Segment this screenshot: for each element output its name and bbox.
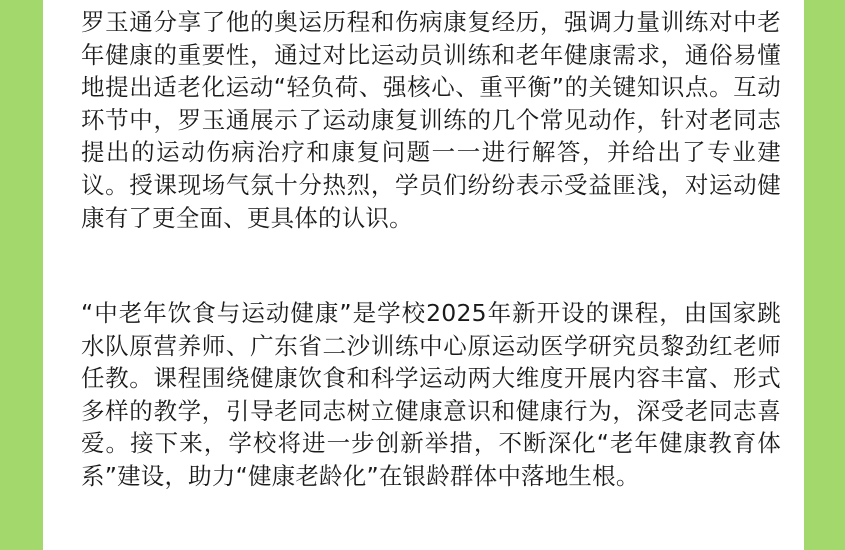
article-paragraph-2: “中老年饮食与运动健康”是学校2025年新开设的课程，由国家跳水队原营养师、广东省二沙训练中心原运动医学研究员黎劲红老师任教。课程围绕健康饮食和科学运动两大维度开展内容丰富、形式多样的教学，引导老同志树立健康意识和健康行为，深受老同志喜爱。接下来，学校将进一步创新举措，不断深化“老年健康教育体系”建设，助力“健康老龄化”在银龄群体中落地生根。 bbox=[81, 299, 781, 490]
article-page bbox=[43, 0, 804, 550]
article-paragraph-1: 罗玉通分享了他的奥运历程和伤病康复经历，强调力量训练对中老年健康的重要性，通过对比运动员训练和老年健康需求，通俗易懂地提出适老化运动“轻负荷、强核心、重平衡”的关键知识点。互动环节中，罗玉通展示了运动康复训练的几个常见动作，针对老同志提出的运动伤病治疗和康复问题一一进行解答，并给出了专业建议。授课现场气氛十分热烈，学员们纷纷表示受益匪浅，对运动健康有了更全面、更具体的认识。 bbox=[81, 8, 781, 232]
